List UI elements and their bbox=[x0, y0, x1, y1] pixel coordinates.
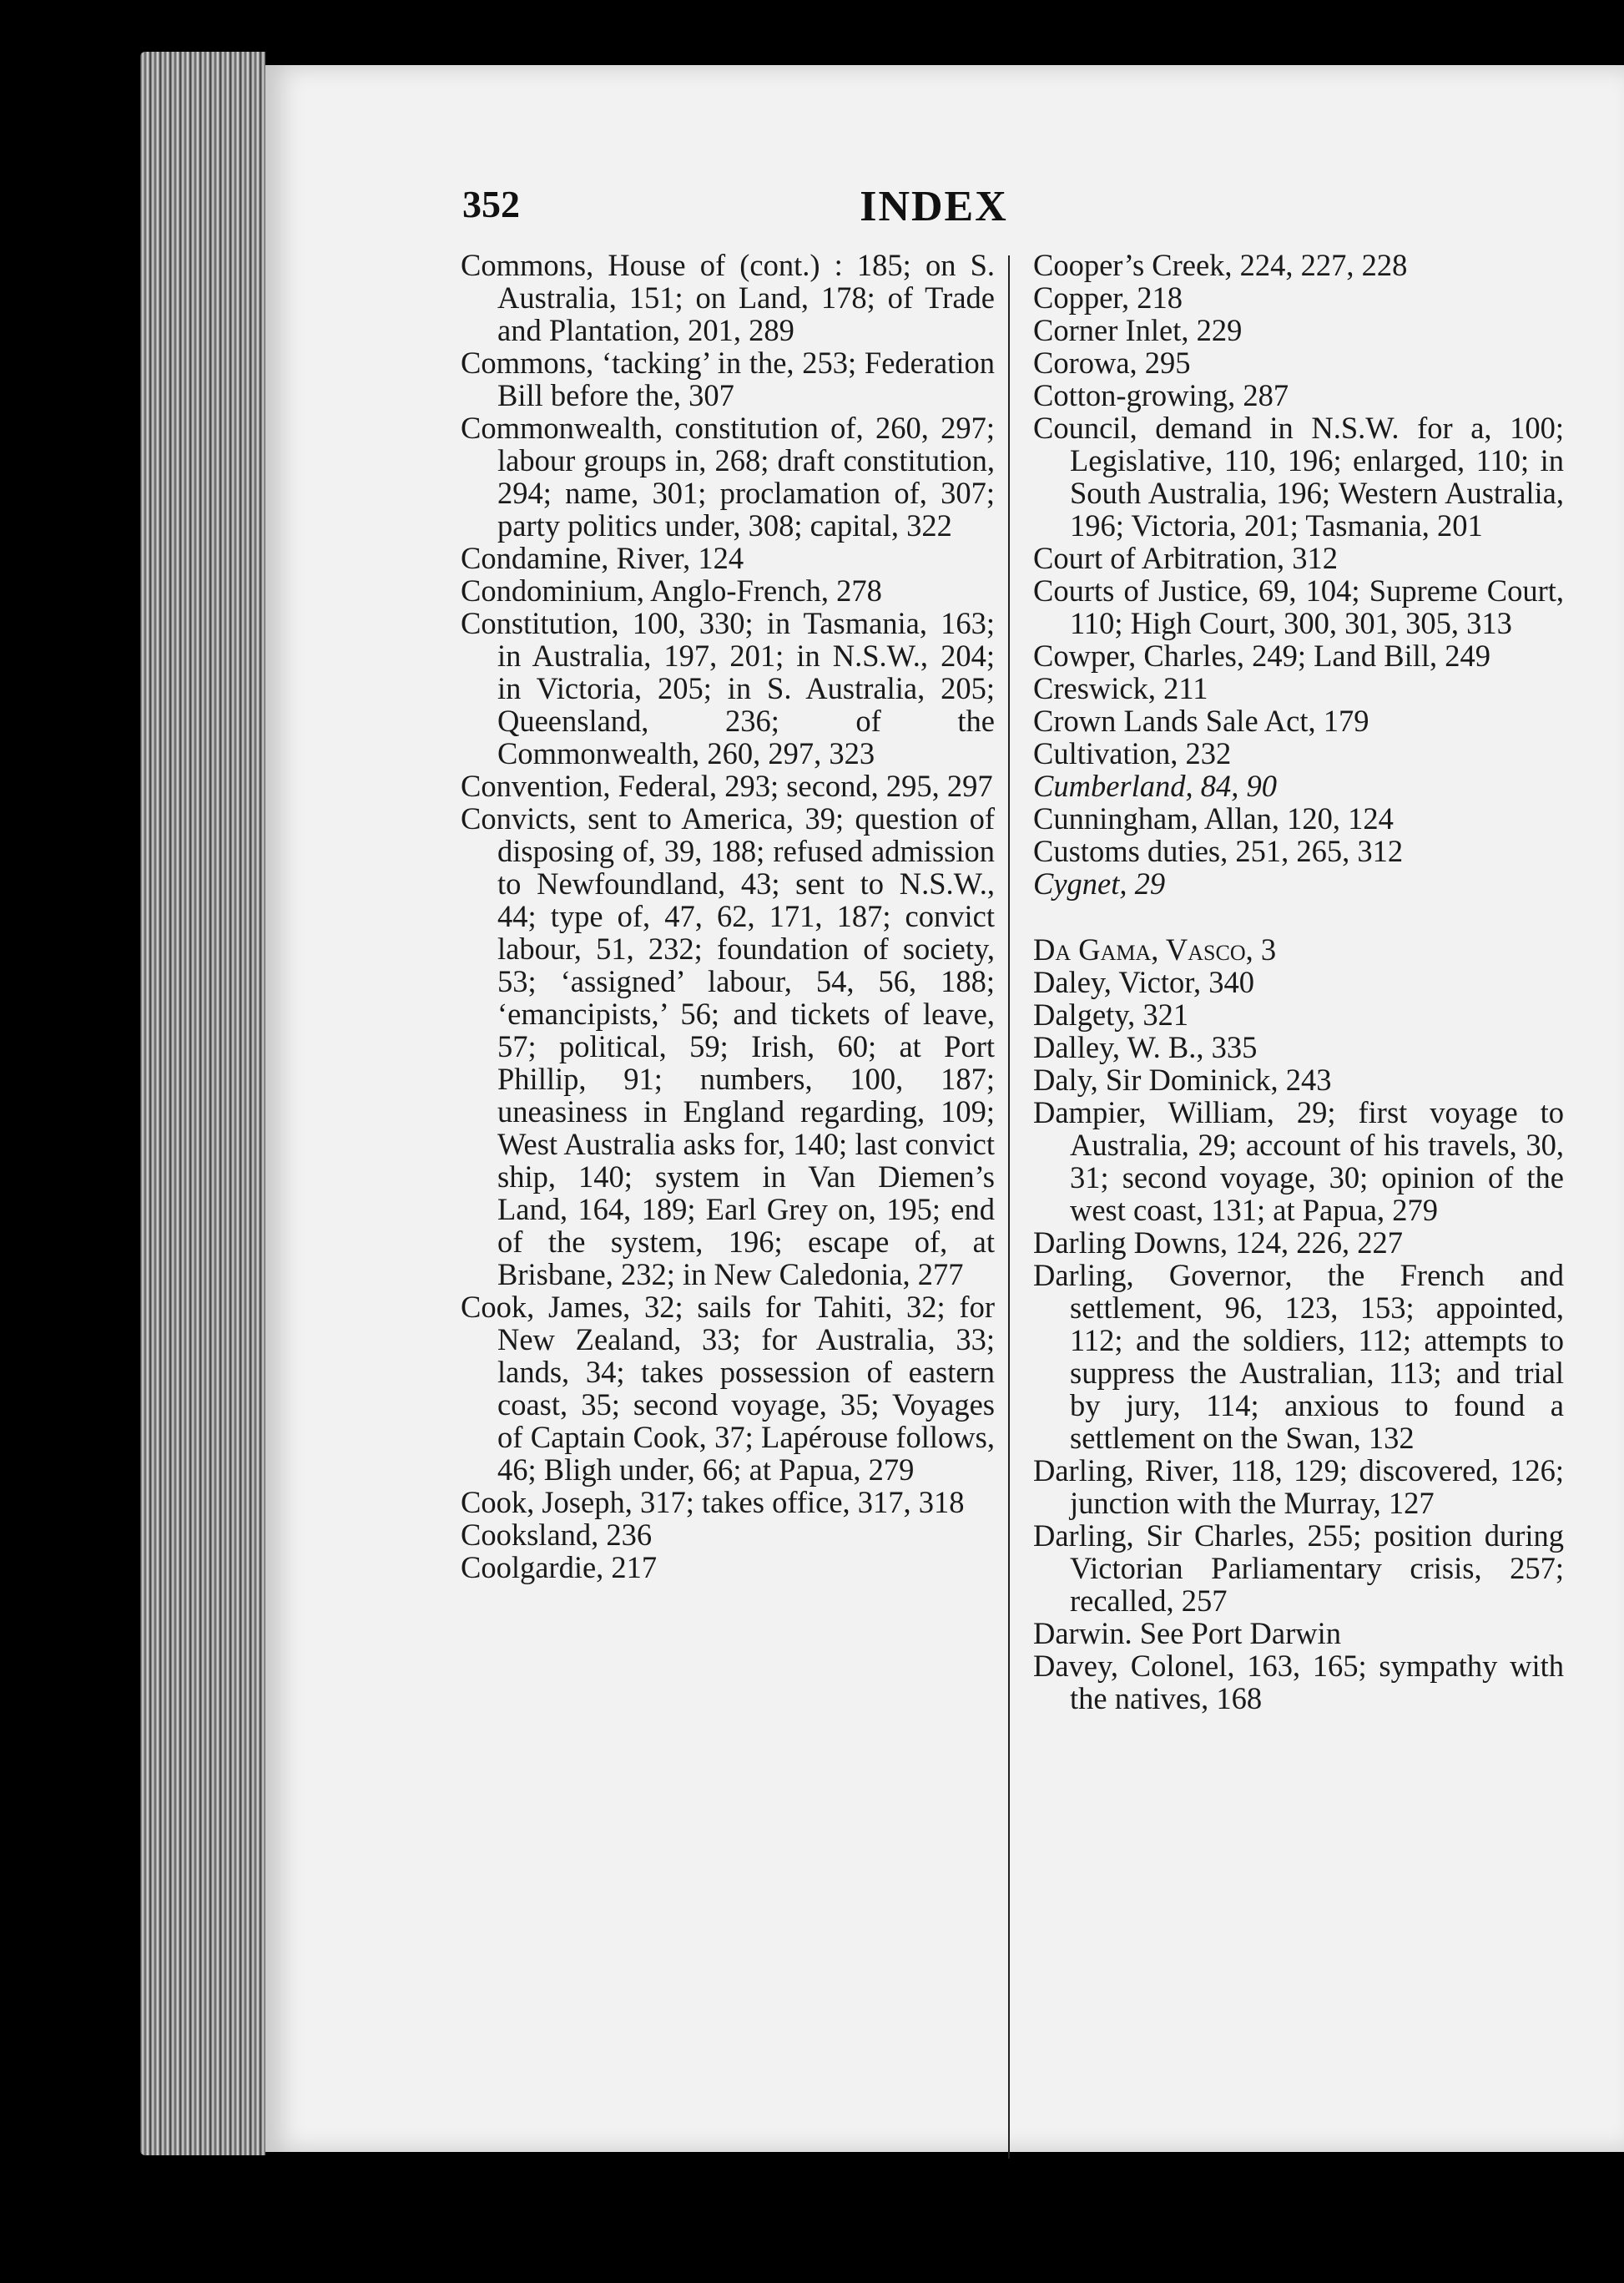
index-entry: Commonwealth, constitution of, 260, 297; labour groups in, 268; draft constitution, 294; name, 301; proclamation of, 307; party politics under, 308; capital, 322 bbox=[461, 411, 995, 543]
page-number: 352 bbox=[462, 183, 520, 225]
index-entry: Convicts, sent to America, 39; question of disposing of, 39, 188; refused admission to Newfoundland, 43; sent to N.S.W., 44; type of, 47, 62, 171, 187; convict labour, 51, 232; foundation of society, 53; ‘assigned’ labour, 54, 56, 188; ‘emancipists,’ 56; and tickets of leave, 57; political, 59; Irish, 60; at Port Phillip, 91; numbers, 100, 187; uneasiness in England regarding, 109; West Australia asks for, 140; last convict ship, 140; system in Van Diemen’s Land, 164, 189; Earl Grey on, 195; end of the system, 196; escape of, at Brisbane, 232; in New Caledonia, 277 bbox=[461, 801, 995, 1291]
index-entry: Daly, Sir Dominick, 243 bbox=[1033, 1063, 1332, 1097]
index-entry: Commons, House of (cont.) : 185; on S. Australia, 151; on Land, 178; of Trade and Plantation, 201, 289 bbox=[461, 248, 995, 347]
index-entry: Davey, Colonel, 163, 165; sympathy with the natives, 168 bbox=[1033, 1649, 1564, 1715]
index-entry: Copper, 218 bbox=[1033, 280, 1183, 315]
index-entry: Condominium, Anglo-French, 278 bbox=[461, 573, 882, 608]
index-entry: Customs duties, 251, 265, 312 bbox=[1033, 834, 1404, 868]
index-entry: Courts of Justice, 69, 104; Supreme Court, 110; High Court, 300, 301, 305, 313 bbox=[1033, 573, 1564, 640]
index-entry: Cowper, Charles, 249; Land Bill, 249 bbox=[1033, 639, 1490, 673]
page-title: INDEX bbox=[860, 183, 1008, 230]
index-entry: Coolgardie, 217 bbox=[461, 1550, 658, 1584]
section-spacer bbox=[1033, 900, 1564, 933]
index-entry: Darling Downs, 124, 226, 227 bbox=[1033, 1225, 1404, 1260]
index-entry: Dampier, William, 29; first voyage to Australia, 29; account of his travels, 30, 31; second voyage, 30; opinion of the west coast, 131; at Papua, 279 bbox=[1033, 1095, 1564, 1227]
index-entry: Darling, River, 118, 129; discovered, 126; junction with the Murray, 127 bbox=[1033, 1453, 1564, 1520]
index-entry: Court of Arbitration, 312 bbox=[1033, 541, 1338, 575]
index-entry: Constitution, 100, 330; in Tasmania, 163; in Australia, 197, 201; in N.S.W., 204; in Victoria, 205; in S. Australia, 205; Queensland, 236; of the Commonwealth, 260, 297, 323 bbox=[461, 606, 995, 770]
column-divider bbox=[1008, 255, 1010, 2159]
index-entry: Cultivation, 232 bbox=[1033, 736, 1232, 770]
index-entry: Corowa, 295 bbox=[1033, 346, 1191, 380]
index-entry: Cotton-growing, 287 bbox=[1033, 378, 1289, 412]
index-entry: Cumberland, 84, 90 bbox=[1033, 769, 1277, 803]
index-entry: Cooksland, 236 bbox=[461, 1518, 653, 1552]
page-header bbox=[462, 182, 1405, 249]
index-entry: Cook, James, 32; sails for Tahiti, 32; for New Zealand, 33; for Australia, 33; lands, 34; takes possession of eastern coast, 35; second voyage, 35; Voyages of Captain Cook, 37; Lapérouse follows, 46; Bligh under, 66; at Papua, 279 bbox=[461, 1290, 995, 1487]
index-entry: Cook, Joseph, 317; takes office, 317, 318 bbox=[461, 1485, 965, 1519]
index-entry: Creswick, 211 bbox=[1033, 671, 1208, 705]
index-entry: Dalgety, 321 bbox=[1033, 998, 1189, 1032]
index-entry: Daley, Victor, 340 bbox=[1033, 965, 1254, 999]
index-entry: Darling, Governor, the French and settlement, 96, 123, 153; appointed, 112; and the soldiers, 112; attempts to suppress the Australian, 113; and trial by jury, 114; anxious to found a settlement on the Swan, 132 bbox=[1033, 1258, 1564, 1455]
index-column-left bbox=[461, 249, 995, 1583]
index-entry: Commons, ‘tacking’ in the, 253; Federation Bill before the, 307 bbox=[461, 346, 995, 412]
index-entry: Convention, Federal, 293; second, 295, 297 bbox=[461, 769, 993, 803]
index-entry: Condamine, River, 124 bbox=[461, 541, 744, 575]
index-entry: Corner Inlet, 229 bbox=[1033, 313, 1243, 347]
index-entry: Da Gama, Vasco, 3 bbox=[1033, 932, 1277, 967]
index-column-right bbox=[1033, 249, 1564, 1715]
index-entry: Darling, Sir Charles, 255; position during Victorian Parliamentary crisis, 257; recalled, 257 bbox=[1033, 1518, 1564, 1618]
index-entry: Cooper’s Creek, 224, 227, 228 bbox=[1033, 248, 1408, 282]
index-entry: Crown Lands Sale Act, 179 bbox=[1033, 704, 1369, 738]
index-entry: Council, demand in N.S.W. for a, 100; Legislative, 110, 196; enlarged, 110; in South Australia, 196; Western Australia, 196; Victoria, 201; Tasmania, 201 bbox=[1033, 411, 1564, 543]
index-entry: Cunningham, Allan, 120, 124 bbox=[1033, 801, 1394, 836]
index-entry: Dalley, W. B., 335 bbox=[1033, 1030, 1258, 1064]
book-edge bbox=[140, 52, 265, 2155]
index-entry: Darwin. See Port Darwin bbox=[1033, 1616, 1341, 1650]
index-page bbox=[265, 65, 1624, 2152]
index-entry: Cygnet, 29 bbox=[1033, 866, 1166, 901]
